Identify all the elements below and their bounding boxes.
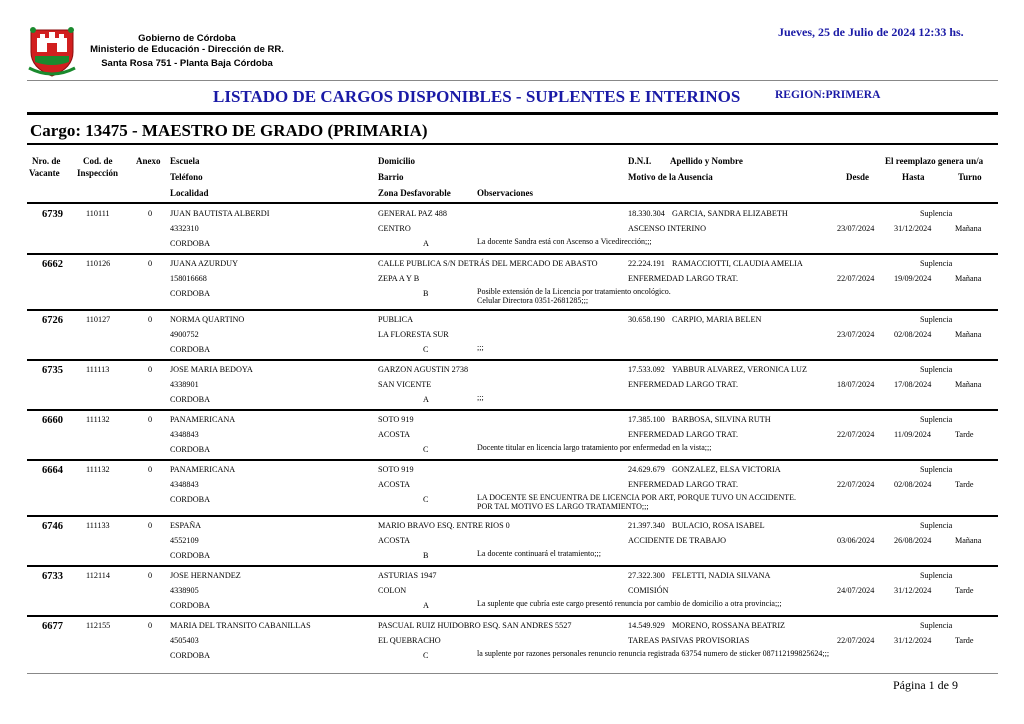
shift-value: Mañana — [955, 380, 982, 389]
school-phone: 4348843 — [170, 480, 199, 489]
row-divider — [27, 309, 998, 311]
anexo-value: 0 — [148, 259, 153, 268]
date-from: 22/07/2024 — [837, 274, 875, 283]
school-phone: 4338901 — [170, 380, 199, 389]
anexo-value: 0 — [148, 571, 153, 580]
replacement-type: Suplencia — [920, 315, 953, 324]
col-cod-2: Inspección — [77, 168, 119, 178]
col-localidad: Localidad — [170, 188, 209, 198]
date-to: 31/12/2024 — [894, 636, 932, 645]
school-address: SOTO 919 — [378, 465, 414, 474]
zone-value: B — [423, 289, 429, 298]
institution-line-3: Santa Rosa 751 - Planta Baja Córdoba — [101, 58, 273, 69]
absence-reason: ASCENSO INTERINO — [628, 224, 707, 233]
vacancy-number: 6660 — [42, 415, 63, 426]
school-name: PANAMERICANA — [170, 465, 236, 474]
school-neighborhood: LA FLORESTA SUR — [378, 330, 449, 339]
absent-teacher-name: GONZALEZ, ELSA VICTORIA — [672, 465, 781, 474]
absent-teacher-name: MORENO, ROSSANA BEATRIZ — [672, 621, 786, 630]
absent-teacher-name: CARPIO, MARIA BELEN — [672, 315, 762, 324]
observation-line-1: LA DOCENTE SE ENCUENTRA DE LICENCIA POR ART, PORQUE TUVO UN ACCIDENTE. — [477, 493, 797, 502]
dni-value: 21.397.340 — [628, 521, 665, 530]
observation-line-2: POR TAL MOTIVO ES LARGO TRATAMIENTO;;; — [477, 502, 649, 511]
title-divider — [27, 112, 998, 115]
school-neighborhood: SAN VICENTE — [378, 380, 432, 389]
school-address: SOTO 919 — [378, 415, 414, 424]
province-logo — [27, 22, 77, 78]
absent-teacher-name: GARCIA, SANDRA ELIZABETH — [672, 209, 788, 218]
dni-value: 18.330.304 — [628, 209, 665, 218]
shift-value: Tarde — [955, 430, 974, 439]
dni-value: 24.629.679 — [628, 465, 665, 474]
vacancy-number: 6664 — [42, 465, 63, 476]
school-locality: CORDOBA — [170, 601, 211, 610]
dni-value: 27.322.300 — [628, 571, 665, 580]
replacement-type: Suplencia — [920, 415, 953, 424]
date-from: 24/07/2024 — [837, 586, 875, 595]
school-address: PUBLICA — [378, 315, 414, 324]
shift-value: Mañana — [955, 330, 982, 339]
inspection-code: 110111 — [86, 209, 110, 218]
school-name: JUANA AZURDUY — [170, 259, 239, 268]
school-neighborhood: ACOSTA — [378, 480, 411, 489]
shift-value: Mañana — [955, 224, 982, 233]
col-reemplazo: El reemplazo genera un/a — [885, 156, 984, 166]
school-locality: CORDOBA — [170, 345, 211, 354]
col-domicilio: Domicilio — [378, 156, 415, 166]
school-name: JOSE HERNANDEZ — [170, 571, 241, 580]
replacement-type: Suplencia — [920, 465, 953, 474]
row-divider — [27, 253, 998, 255]
date-to: 31/12/2024 — [894, 586, 932, 595]
date-from: 18/07/2024 — [837, 380, 875, 389]
col-desde: Desde — [846, 172, 869, 182]
vacancy-number: 6733 — [42, 571, 63, 582]
col-barrio: Barrio — [378, 172, 404, 182]
school-locality: CORDOBA — [170, 239, 211, 248]
zone-value: C — [423, 651, 429, 660]
observation-line-1: ;;; — [477, 343, 484, 352]
absent-teacher-name: BARBOSA, SILVINA RUTH — [672, 415, 771, 424]
cargo-divider — [27, 143, 998, 145]
inspection-code: 110126 — [86, 259, 111, 268]
replacement-type: Suplencia — [920, 571, 953, 580]
row-divider — [27, 359, 998, 361]
school-phone: 4338905 — [170, 586, 199, 595]
observation-line-1: La docente Sandra está con Ascenso a Vicedirección;;; — [477, 237, 652, 246]
school-locality: CORDOBA — [170, 395, 211, 404]
school-phone: 4552109 — [170, 536, 199, 545]
vacancy-number: 6662 — [42, 259, 63, 270]
school-address: PASCUAL RUIZ HUIDOBRO ESQ. SAN ANDRES 5527 — [378, 621, 572, 630]
zone-value: B — [423, 551, 429, 560]
report-date: Jueves, 25 de Julio de 2024 12:33 hs. — [778, 25, 964, 39]
header-divider — [27, 80, 998, 81]
date-from: 03/06/2024 — [837, 536, 875, 545]
school-neighborhood: ZEPA A Y B — [378, 274, 420, 283]
date-from: 23/07/2024 — [837, 330, 875, 339]
school-name: MARIA DEL TRANSITO CABANILLAS — [170, 621, 311, 630]
col-telefono: Teléfono — [170, 172, 203, 182]
anexo-value: 0 — [148, 621, 153, 630]
col-escuela: Escuela — [170, 156, 200, 166]
school-locality: CORDOBA — [170, 551, 211, 560]
school-phone: 4900752 — [170, 330, 199, 339]
col-turno: Turno — [958, 172, 982, 182]
shift-value: Tarde — [955, 636, 974, 645]
observation-line-1: La suplente que cubría este cargo presentó renuncia por cambio de domicilio a otra provincia;;; — [477, 599, 782, 608]
region-label: REGION:PRIMERA — [775, 89, 881, 101]
absent-teacher-name: YABBUR ALVAREZ, VERONICA LUZ — [672, 365, 807, 374]
absence-reason: ENFERMEDAD LARGO TRAT. — [628, 380, 739, 389]
zone-value: C — [423, 495, 429, 504]
date-to: 02/08/2024 — [894, 330, 932, 339]
zone-value: C — [423, 345, 429, 354]
zone-value: C — [423, 445, 429, 454]
school-locality: CORDOBA — [170, 651, 211, 660]
replacement-type: Suplencia — [920, 621, 953, 630]
col-nro-2: Vacante — [29, 168, 60, 178]
col-apellido: Apellido y Nombre — [670, 156, 743, 166]
observation-line-1: la suplente por razones personales renuncio renuncia registrada 63754 numero de sticker 087112199825624;;; — [477, 649, 830, 658]
absence-reason: ENFERMEDAD LARGO TRAT. — [628, 430, 739, 439]
school-phone: 4505403 — [170, 636, 199, 645]
replacement-type: Suplencia — [920, 259, 953, 268]
school-name: PANAMERICANA — [170, 415, 236, 424]
school-neighborhood: EL QUEBRACHO — [378, 636, 441, 645]
row-divider — [27, 565, 998, 567]
school-phone: 4348843 — [170, 430, 199, 439]
date-from: 22/07/2024 — [837, 430, 875, 439]
dni-value: 22.224.191 — [628, 259, 665, 268]
columns-divider — [27, 202, 998, 204]
vacancy-number: 6739 — [42, 209, 63, 220]
school-name: NORMA QUARTINO — [170, 315, 245, 324]
school-address: CALLE PUBLICA S/N DETRÁS DEL MERCADO DE ABASTO — [378, 259, 598, 268]
school-name: JUAN BAUTISTA ALBERDI — [170, 209, 270, 218]
absence-reason: COMISIÓN — [628, 586, 669, 595]
vacancy-number: 6726 — [42, 315, 63, 326]
school-name: JOSE MARIA BEDOYA — [170, 365, 253, 374]
inspection-code: 112114 — [86, 571, 110, 580]
date-from: 23/07/2024 — [837, 224, 875, 233]
dni-value: 14.549.929 — [628, 621, 665, 630]
col-anexo: Anexo — [136, 156, 161, 166]
date-to: 02/08/2024 — [894, 480, 932, 489]
absence-reason: ACCIDENTE DE TRABAJO — [628, 536, 727, 545]
observation-line-1: Docente titular en licencia largo tratamiento por enfermedad en la vista;;; — [477, 443, 712, 452]
report-title: LISTADO DE CARGOS DISPONIBLES - SUPLENTES E INTERINOS — [213, 87, 741, 106]
school-address: GARZON AGUSTIN 2738 — [378, 365, 469, 374]
anexo-value: 0 — [148, 315, 153, 324]
school-phone: 158016668 — [170, 274, 207, 283]
vacancy-number: 6735 — [42, 365, 63, 376]
anexo-value: 0 — [148, 521, 153, 530]
school-phone: 4332310 — [170, 224, 199, 233]
school-locality: CORDOBA — [170, 445, 211, 454]
replacement-type: Suplencia — [920, 365, 953, 374]
page-number: Página 1 de 9 — [893, 678, 958, 692]
zone-value: A — [423, 239, 429, 248]
observation-line-1: La docente continuará el tratamiento;;; — [477, 549, 601, 558]
anexo-value: 0 — [148, 209, 153, 218]
dni-value: 17.385.100 — [628, 415, 665, 424]
inspection-code: 111133 — [86, 521, 110, 530]
inspection-code: 110127 — [86, 315, 111, 324]
date-to: 17/08/2024 — [894, 380, 932, 389]
school-neighborhood: ACOSTA — [378, 430, 411, 439]
col-cod-1: Cod. de — [83, 156, 113, 166]
anexo-value: 0 — [148, 365, 153, 374]
school-address: GENERAL PAZ 488 — [378, 209, 447, 218]
observation-line-1: Posible extensión de la Licencia por tratamiento oncológico. — [477, 287, 671, 296]
date-to: 31/12/2024 — [894, 224, 932, 233]
col-observaciones: Observaciones — [477, 188, 533, 198]
school-locality: CORDOBA — [170, 289, 211, 298]
row-divider — [27, 409, 998, 411]
vacancy-number: 6746 — [42, 521, 63, 532]
shift-value: Mañana — [955, 536, 982, 545]
observation-line-1: ;;; — [477, 393, 484, 402]
date-to: 11/09/2024 — [894, 430, 931, 439]
replacement-type: Suplencia — [920, 209, 953, 218]
zone-value: A — [423, 395, 429, 404]
institution-line-2: Ministerio de Educación - Dirección de RR. — [90, 44, 284, 55]
row-divider — [27, 615, 998, 617]
col-zona: Zona Desfavorable — [378, 188, 451, 198]
shift-value: Mañana — [955, 274, 982, 283]
row-divider — [27, 515, 998, 517]
anexo-value: 0 — [148, 465, 153, 474]
shift-value: Tarde — [955, 480, 974, 489]
shift-value: Tarde — [955, 586, 974, 595]
cargo-heading: Cargo: 13475 - MAESTRO DE GRADO (PRIMARIA) — [30, 121, 428, 140]
date-to: 19/09/2024 — [894, 274, 932, 283]
institution-line-1: Gobierno de Córdoba — [138, 33, 236, 44]
absence-reason: ENFERMEDAD LARGO TRAT. — [628, 274, 739, 283]
school-neighborhood: COLON — [378, 586, 407, 595]
inspection-code: 111132 — [86, 465, 110, 474]
row-divider — [27, 459, 998, 461]
date-from: 22/07/2024 — [837, 636, 875, 645]
observation-line-2: Celular Directora 0351-2681285;;; — [477, 296, 589, 305]
col-dni: D.N.I. — [628, 156, 652, 166]
absence-reason: TAREAS PASIVAS PROVISORIAS — [628, 636, 750, 645]
absent-teacher-name: BULACIO, ROSA ISABEL — [672, 521, 765, 530]
inspection-code: 111113 — [86, 365, 110, 374]
school-locality: CORDOBA — [170, 495, 211, 504]
zone-value: A — [423, 601, 429, 610]
col-hasta: Hasta — [902, 172, 925, 182]
school-neighborhood: CENTRO — [378, 224, 411, 233]
school-address: MARIO BRAVO ESQ. ENTRE RIOS 0 — [378, 521, 510, 530]
absent-teacher-name: RAMACCIOTTI, CLAUDIA AMELIA — [672, 259, 803, 268]
absent-teacher-name: FELETTI, NADIA SILVANA — [672, 571, 771, 580]
col-motivo: Motivo de la Ausencia — [628, 172, 713, 182]
school-neighborhood: ACOSTA — [378, 536, 411, 545]
date-to: 26/08/2024 — [894, 536, 932, 545]
inspection-code: 111132 — [86, 415, 110, 424]
vacancy-number: 6677 — [42, 621, 63, 632]
anexo-value: 0 — [148, 415, 153, 424]
footer-divider — [27, 673, 998, 674]
school-name: ESPAÑA — [170, 521, 202, 530]
absence-reason: ENFERMEDAD LARGO TRAT. — [628, 480, 739, 489]
inspection-code: 112155 — [86, 621, 111, 630]
date-from: 22/07/2024 — [837, 480, 875, 489]
replacement-type: Suplencia — [920, 521, 953, 530]
col-nro-1: Nro. de — [32, 156, 61, 166]
dni-value: 17.533.092 — [628, 365, 665, 374]
dni-value: 30.658.190 — [628, 315, 665, 324]
school-address: ASTURIAS 1947 — [378, 571, 437, 580]
